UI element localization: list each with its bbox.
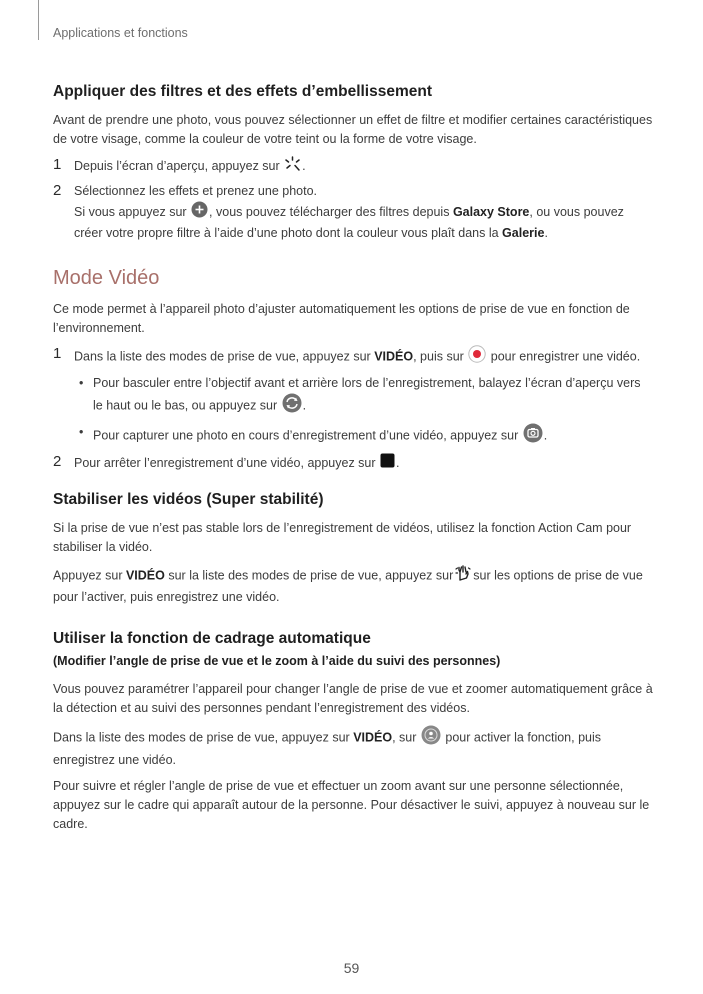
autoframing-paragraph-2: Dans la liste des modes de prise de vue, appuyez sur VIDÉO, sur pour activer la fonction, puis enregistrez une vidéo. — [53, 725, 653, 770]
filters-step-1 — [53, 156, 653, 177]
step-text: Sélectionnez les effets et prenez une photo. — [74, 184, 317, 198]
bullet-item: • Pour capturer une photo en cours d’enregistrement d’une vidéo, appuyez sur . — [93, 423, 653, 449]
video-label: VIDÉO — [374, 349, 414, 364]
autoframing-subheading: (Modifier l’angle de prise de vue et le zoom à l’aide du suivi des personnes) — [53, 654, 501, 668]
plus-circle-icon — [191, 201, 208, 224]
stabilize-paragraph-1: Si la prise de vue n’est pas stable lors de l’enregistrement de vidéos, utilisez la fonction Action Cam pour stabiliser la vidéo. — [53, 521, 632, 554]
capture-photo-icon — [523, 423, 543, 449]
filters-intro: Avant de prendre une photo, vous pouvez sélectionner un effet de filtre et modifier certaines caractéristiques de votre visage, comme la couleur de votre teint ou la forme de votre visage. — [53, 113, 653, 146]
video-label: VIDÉO — [353, 730, 393, 745]
filters-step-2 — [53, 182, 653, 243]
page-content — [53, 82, 653, 841]
autoframing-heading: Utiliser la fonction de cadrage automatique — [53, 630, 371, 647]
hand-stabilize-icon — [454, 564, 472, 588]
bullet-item: • Pour basculer entre l’objectif avant et arrière lors de l’enregistrement, balayez l’écran d’aperçu vers le haut ou le bas, ou appuyez sur . — [93, 374, 653, 419]
step-punct: . — [302, 158, 306, 173]
video-bullets — [53, 374, 653, 449]
step-number: 2 — [53, 453, 62, 470]
step-number: 1 — [53, 345, 62, 362]
stop-square-icon — [380, 453, 395, 474]
camera-switch-icon — [282, 393, 302, 419]
step-number: 1 — [53, 156, 62, 173]
filters-heading: Appliquer des filtres et des effets d’embellissement — [53, 83, 433, 100]
video-step-1: 1 Dans la liste des modes de prise de vue, appuyez sur VIDÉO, puis sur pour enregistrer une vidéo. — [53, 345, 653, 369]
video-label: VIDÉO — [125, 568, 165, 583]
record-button-icon — [468, 345, 486, 369]
step-number: 2 — [53, 182, 62, 199]
step-sub-text: Si vous appuyez sur , vous pouvez télécharger des filtres depuis Galaxy Store, ou vous pouvez créer votre propre filtre à l’aide d’une photo dont la couleur vous plaît dans la Galerie. — [74, 201, 653, 243]
galaxy-store-label: Galaxy Store — [452, 204, 530, 219]
page-number: 59 — [343, 960, 360, 976]
video-mode-heading: Mode Vidéo — [53, 267, 160, 289]
margin-rule — [38, 0, 39, 40]
auto-framing-icon — [421, 725, 441, 751]
galerie-label: Galerie — [502, 226, 545, 240]
sparkle-filter-icon — [284, 156, 301, 177]
video-step-2: 2 Pour arrêter l’enregistrement d’une vidéo, appuyez sur . — [53, 453, 653, 474]
step-text: Depuis l’écran d’aperçu, appuyez sur — [74, 158, 280, 173]
section-header: Applications et fonctions — [53, 26, 188, 40]
stabilize-heading: Stabiliser les vidéos (Super stabilité) — [53, 491, 324, 508]
autoframing-paragraph-3: Pour suivre et régler l’angle de prise de vue et effectuer un zoom avant sur une personne sélectionnée, appuyez sur le cadre qui apparaît autour de la personne. Pour désactiver le suivi, appuyez à nouveau sur le cadre. — [53, 779, 650, 831]
autoframing-paragraph-1: Vous pouvez paramétrer l’appareil pour changer l’angle de prise de vue et zoomer automatiquement grâce à la détection et au suivi des personnes pendant l’enregistrement des vidéos. — [53, 682, 653, 715]
video-mode-intro: Ce mode permet à l’appareil photo d’ajuster automatiquement les options de prise de vue en fonction de l’environnement. — [53, 302, 630, 335]
stabilize-paragraph-2: Appuyez sur VIDÉO sur la liste des modes de prise de vue, appuyez sur sur les options de prise de vue pour l’activer, puis enregistrez une vidéo. — [53, 564, 653, 607]
